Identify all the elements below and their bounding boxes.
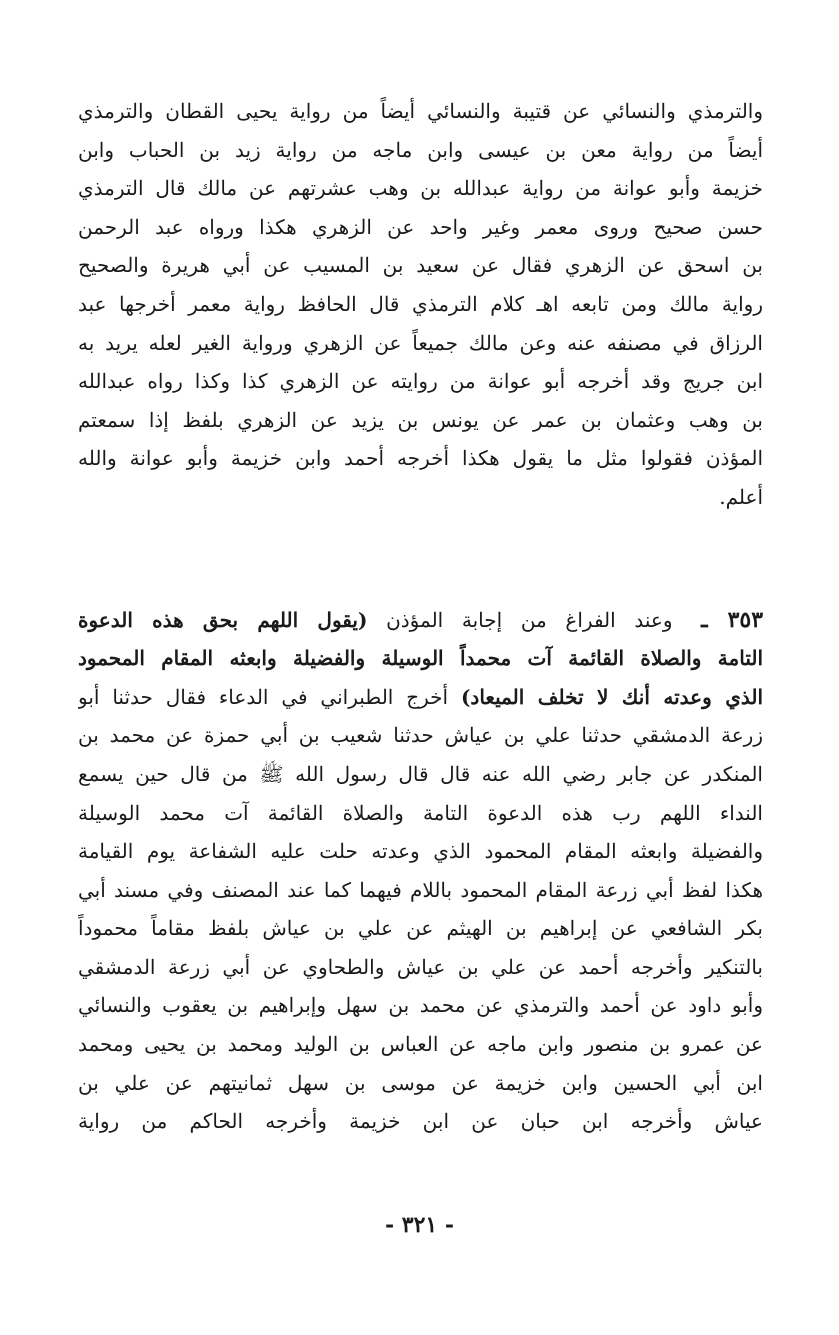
text-line-mixed: [78, 678, 763, 717]
quoted-text-line: التامة والصلاة القائمة آت محمداً الوسيلة والفضيلة وابعثه المقام المحمود: [78, 646, 763, 671]
text-line: بالتنكير وأخرجه أحمد عن علي بن عياش والطحاوي عن أبي زرعة الدمشقي: [78, 954, 763, 979]
paragraph-continuation: [78, 92, 763, 517]
text-line: أيضاً من رواية معن بن عيسى وابن ماجه من رواية زيد بن الحباب وابن: [78, 137, 763, 162]
paragraph-353: [78, 601, 763, 1141]
text-line: أعلم.: [719, 484, 763, 509]
paragraph-number: ٣٥٣ ـ: [701, 606, 763, 633]
quoted-text: (يقول اللهم بحق هذه الدعوة: [78, 607, 368, 632]
text-line: زرعة الدمشقي حدثنا علي بن عياش حدثنا شعيب بن أبي حمزة عن محمد بن: [78, 723, 763, 748]
text-line-first: [78, 601, 763, 640]
text-line: المنكدر عن جابر رضي الله عنه قال قال رسول الله ﷺ من قال حين يسمع: [78, 761, 763, 786]
text-line: والفضيلة وابعثه المقام المحمود الذي وعدته حلت عليه الشفاعة يوم القيامة: [78, 839, 763, 864]
text-line: بن وهب وعثمان بن عمر عن يونس بن يزيد عن الزهري بلفظ إذا سمعتم: [78, 407, 763, 432]
page-body: [78, 92, 763, 1141]
text-line: خزيمة وأبو عوانة من رواية عبدالله بن وهب عشرتهم عن مالك قال الترمذي: [78, 176, 763, 201]
text-line: والترمذي والنسائي عن قتيبة والنسائي أيضاً من رواية يحيى القطان والترمذي: [78, 99, 763, 123]
text-line: وأبو داود عن أحمد والترمذي عن محمد بن سهل وإبراهيم بن يعقوب والنسائي: [78, 993, 763, 1018]
page-number: - ٣٢١ -: [384, 1212, 455, 1238]
text-line: حسن صحيح وروى معمر وغير واحد عن الزهري هكذا ورواه عبد الرحمن: [78, 214, 763, 239]
text-line: عن عمرو بن منصور وابن ماجه عن العباس بن الوليد ومحمد بن يحيى ومحمد: [78, 1032, 763, 1057]
text-line: النداء اللهم رب هذه الدعوة التامة والصلاة القائمة آت محمد الوسيلة: [78, 800, 763, 825]
text-line: عياش وأخرجه ابن حبان عن ابن خزيمة وأخرجه الحاكم من رواية: [78, 1109, 763, 1134]
text-line: ابن جريج وقد أخرجه أبو عوانة من روايته عن الزهري كذا وكذا رواه عبدالله: [78, 369, 763, 394]
text-line: بن اسحق عن الزهري فقال عن سعيد بن المسيب عن أبي هريرة والصحيح: [78, 253, 763, 278]
commentary-text: أخرج الطبراني في الدعاء فقال حدثنا أبو: [78, 684, 449, 709]
text-line: رواية مالك ومن تابعه اهـ كلام الترمذي قال الحافظ رواية معمر أخرجها عبد: [78, 291, 763, 316]
intro-text: وعند الفراغ من إجابة المؤذن: [386, 607, 673, 632]
text-line: الرزاق في مصنفه عنه وعن مالك جميعاً عن الزهري ورواية الغير لعله يريد به: [78, 330, 763, 355]
text-line: هكذا لفظ أبي زرعة المقام المحمود باللام فيهما كما عند المصنف وفي مسند أبي: [78, 877, 763, 902]
text-line: بكر الشافعي عن إبراهيم بن الهيثم عن علي بن عياش بلفظ مقاماً محموداً: [78, 916, 763, 941]
text-line: ابن أبي الحسين وابن خزيمة عن موسى بن سهل ثمانيتهم عن علي بن: [78, 1070, 763, 1095]
quoted-text-end: الذي وعدته أنك لا تخلف الميعاد): [460, 684, 763, 709]
paragraph-gap: [78, 517, 763, 601]
text-line: المؤذن فقولوا مثل ما يقول هكذا أخرجه أحمد وابن خزيمة وأبو عوانة والله: [78, 446, 763, 471]
